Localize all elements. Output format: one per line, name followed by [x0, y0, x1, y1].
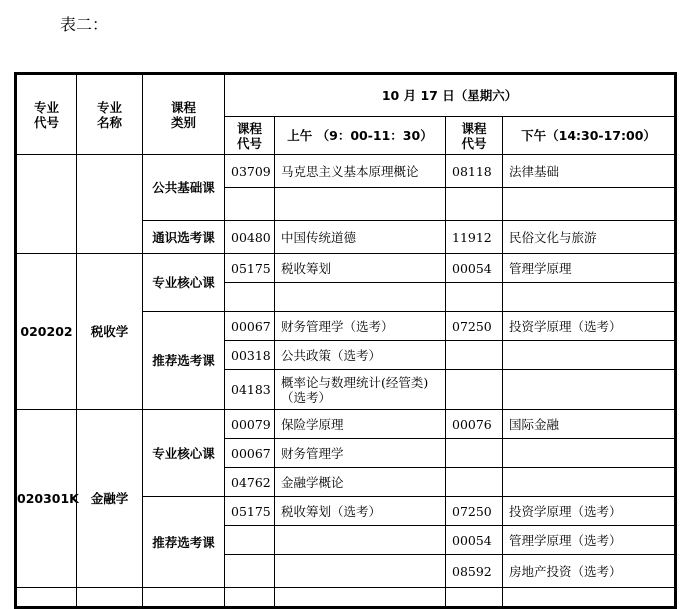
am-code: 05175	[225, 254, 275, 283]
pm-course: 法律基础	[503, 155, 676, 188]
common-major-code	[16, 155, 77, 254]
pm-code: 00054	[446, 254, 503, 283]
pm-code	[446, 341, 503, 370]
cell	[275, 588, 446, 608]
pm-course: 管理学原理	[503, 254, 676, 283]
am-code	[225, 188, 275, 221]
pm-code	[446, 370, 503, 410]
header-pm-session: 下午（14:30-17:00）	[503, 117, 676, 155]
header-major-name: 专业 名称	[77, 74, 143, 155]
table-row	[16, 254, 676, 283]
cell	[446, 588, 503, 608]
table-row	[16, 410, 676, 439]
pm-code: 11912	[446, 221, 503, 254]
pm-code: 00054	[446, 526, 503, 555]
exam-schedule-table	[14, 72, 677, 609]
common-major-name	[77, 155, 143, 254]
header-am-session: 上午 （9：00-11：30）	[275, 117, 446, 155]
am-course: 财务管理学	[275, 439, 446, 468]
table-row-cutoff	[16, 588, 676, 608]
am-code	[225, 283, 275, 312]
pm-code: 08592	[446, 555, 503, 588]
header-am-code: 课程 代号	[225, 117, 275, 155]
pm-course: 房地产投资（选考）	[503, 555, 676, 588]
course-type-general-elective: 通识选考课	[143, 221, 225, 254]
header-date: 10 月 17 日（星期六）	[225, 74, 676, 117]
pm-course: 投资学原理（选考）	[503, 497, 676, 526]
am-course: 税收筹划（选考）	[275, 497, 446, 526]
header-major-code: 专业 代号	[16, 74, 77, 155]
am-course: 金融学概论	[275, 468, 446, 497]
pm-code: 07250	[446, 312, 503, 341]
am-code: 00067	[225, 312, 275, 341]
am-code: 05175	[225, 497, 275, 526]
cell	[77, 588, 143, 608]
major-name-020202: 税收学	[77, 254, 143, 410]
cell	[16, 588, 77, 608]
am-code: 00318	[225, 341, 275, 370]
am-code: 04762	[225, 468, 275, 497]
am-code: 00067	[225, 439, 275, 468]
am-code: 04183	[225, 370, 275, 410]
am-course: 公共政策（选考）	[275, 341, 446, 370]
pm-course: 民俗文化与旅游	[503, 221, 676, 254]
am-course: 税收筹划	[275, 254, 446, 283]
cell	[143, 588, 225, 608]
header-pm-code: 课程 代号	[446, 117, 503, 155]
am-course	[275, 188, 446, 221]
header-course-type: 课程 类别	[143, 74, 225, 155]
course-type-public-basic: 公共基础课	[143, 155, 225, 221]
am-course: 财务管理学（选考）	[275, 312, 446, 341]
am-code	[225, 555, 275, 588]
header-row-1	[16, 74, 676, 117]
am-code: 03709	[225, 155, 275, 188]
pm-course: 国际金融	[503, 410, 676, 439]
pm-course	[503, 188, 676, 221]
pm-code	[446, 188, 503, 221]
pm-course	[503, 439, 676, 468]
am-code: 00079	[225, 410, 275, 439]
major-code-020301k: 020301K	[16, 410, 77, 588]
am-course: 保险学原理	[275, 410, 446, 439]
course-type-core: 专业核心课	[143, 410, 225, 497]
pm-code	[446, 468, 503, 497]
pm-code: 08118	[446, 155, 503, 188]
course-type-core: 专业核心课	[143, 254, 225, 312]
pm-course	[503, 468, 676, 497]
pm-code	[446, 283, 503, 312]
pm-course: 投资学原理（选考）	[503, 312, 676, 341]
am-course: 中国传统道德	[275, 221, 446, 254]
am-code	[225, 526, 275, 555]
table-caption: 表二：	[60, 15, 109, 34]
pm-course	[503, 283, 676, 312]
table-row	[16, 155, 676, 188]
pm-code	[446, 439, 503, 468]
pm-course: 管理学原理（选考）	[503, 526, 676, 555]
pm-code: 00076	[446, 410, 503, 439]
am-course	[275, 283, 446, 312]
major-name-020301k: 金融学	[77, 410, 143, 588]
am-course: 概率论与数理统计(经管类) （选考）	[275, 370, 446, 410]
pm-course	[503, 370, 676, 410]
am-course: 马克思主义基本原理概论	[275, 155, 446, 188]
am-course	[275, 555, 446, 588]
am-course	[275, 526, 446, 555]
am-code: 00480	[225, 221, 275, 254]
cell	[225, 588, 275, 608]
pm-course	[503, 341, 676, 370]
course-type-recommended-elective: 推荐选考课	[143, 312, 225, 410]
course-type-recommended-elective: 推荐选考课	[143, 497, 225, 588]
major-code-020202: 020202	[16, 254, 77, 410]
cell	[503, 588, 676, 608]
pm-code: 07250	[446, 497, 503, 526]
